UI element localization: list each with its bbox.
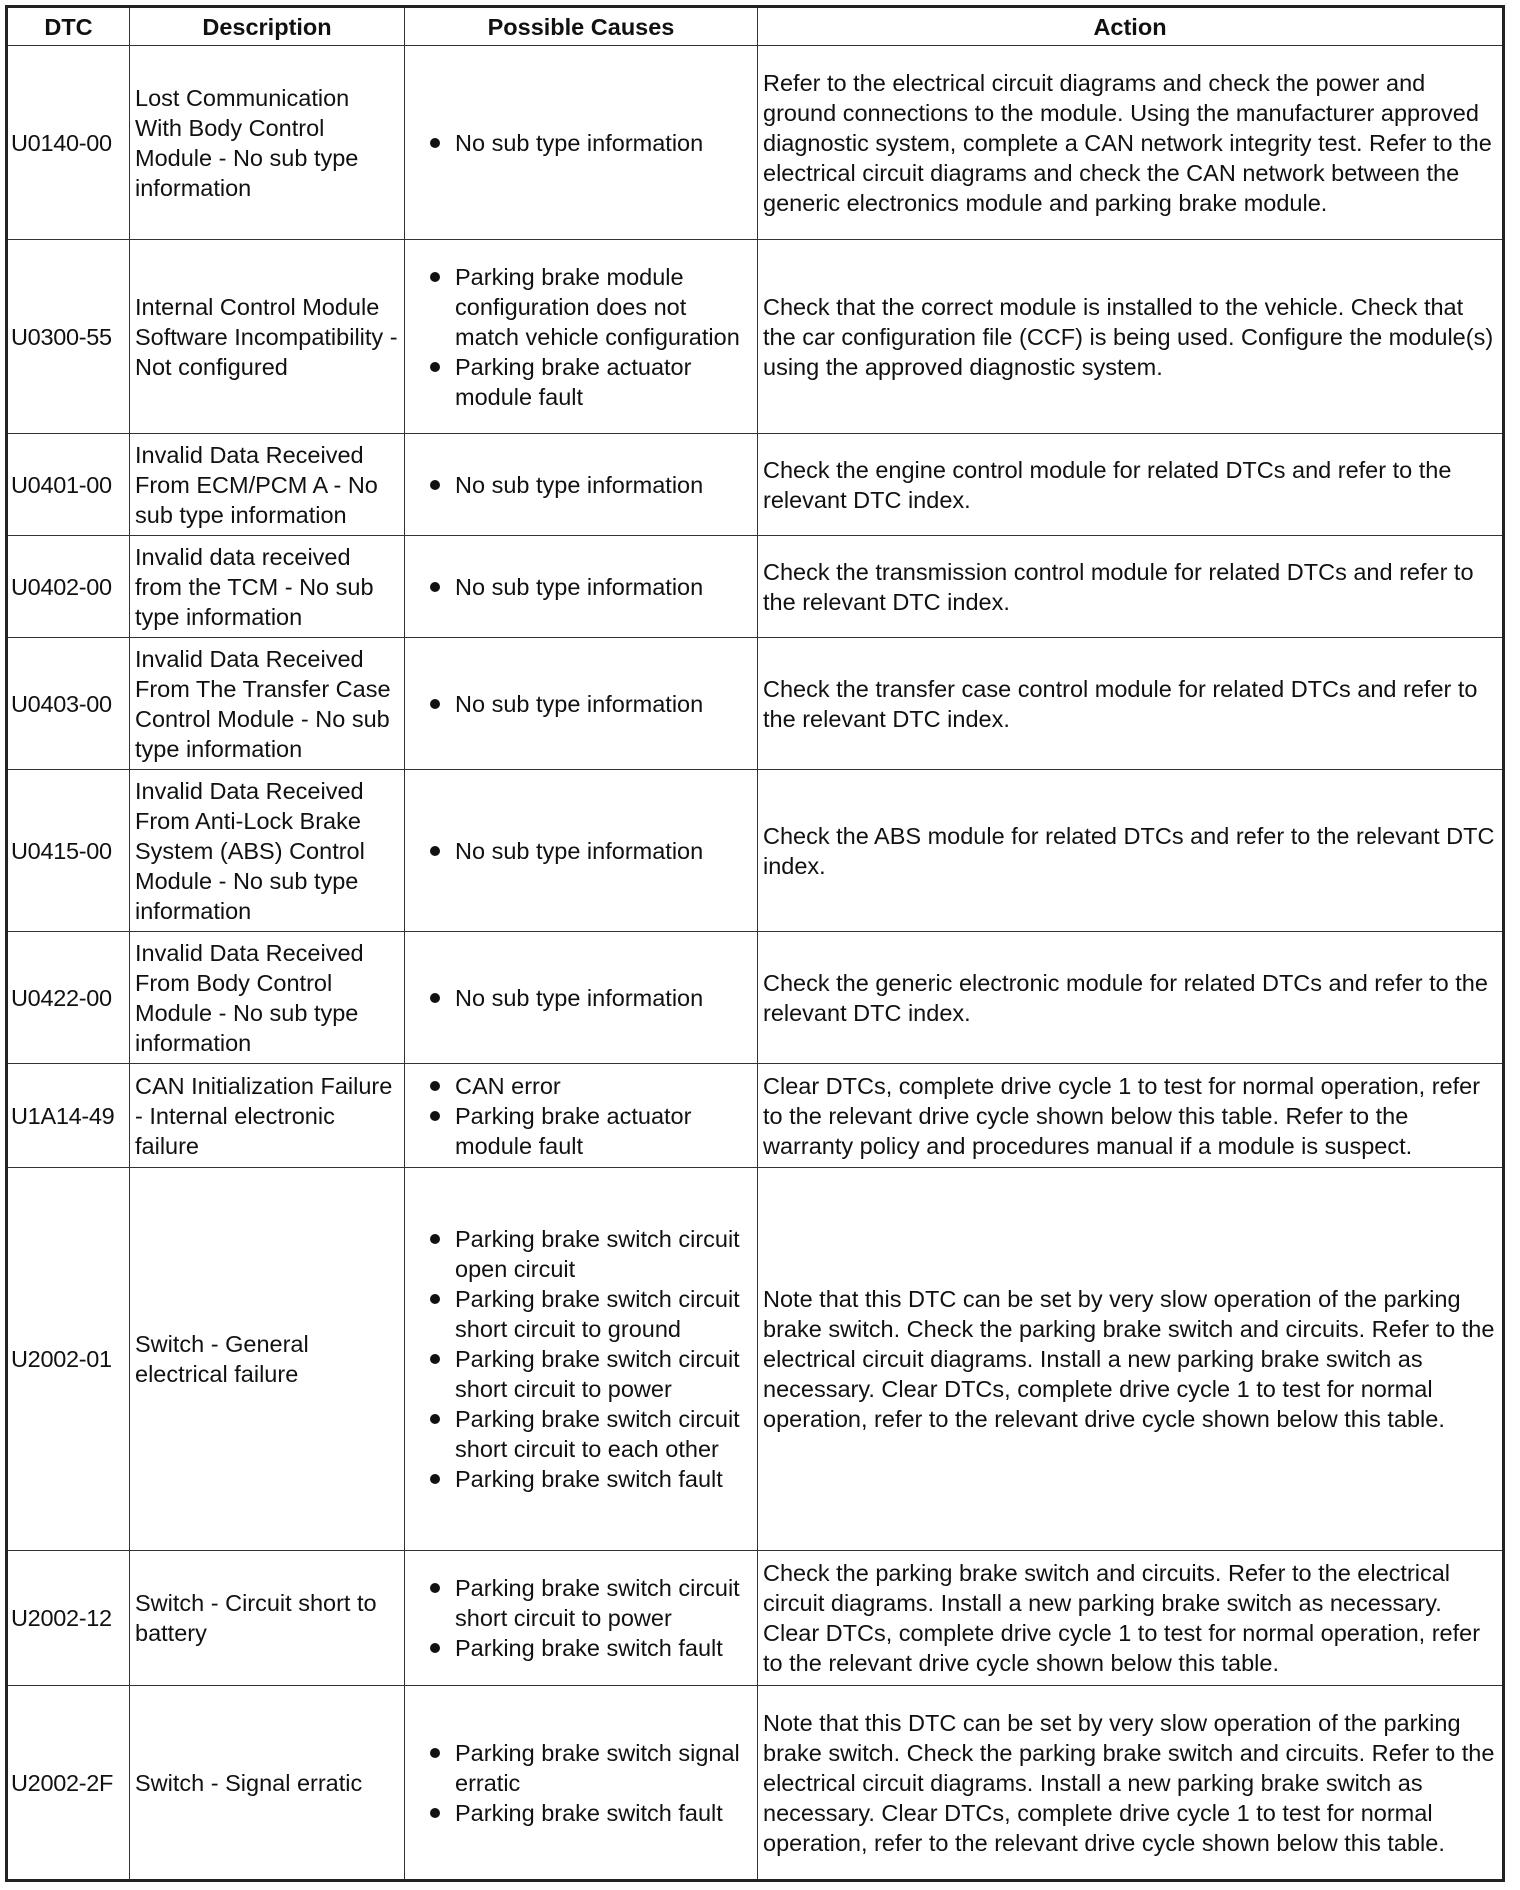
- table-row: [7, 240, 1504, 434]
- possible-causes: [405, 1064, 758, 1168]
- dtc-code: U0300-55: [7, 240, 130, 434]
- table-row: [7, 770, 1504, 932]
- action-text: Check the engine control module for related DTCs and refer to the relevant DTC index.: [758, 434, 1504, 536]
- dtc-code: U2002-12: [7, 1551, 130, 1686]
- dtc-code: U0415-00: [7, 770, 130, 932]
- cause-item: Parking brake switch circuit open circuit: [410, 1224, 752, 1284]
- dtc-code: U2002-2F: [7, 1686, 130, 1881]
- cause-item: No sub type information: [410, 983, 752, 1013]
- cause-item: Parking brake switch circuit short circuit to power: [410, 1573, 752, 1633]
- table-row: [7, 1168, 1504, 1551]
- action-text: Clear DTCs, complete drive cycle 1 to test for normal operation, refer to the relevant drive cycle shown below this table. Refer to the warranty policy and procedures manual if a module is suspect.: [758, 1064, 1504, 1168]
- table-row: [7, 1686, 1504, 1881]
- action-text: Check the transmission control module for related DTCs and refer to the relevant DTC index.: [758, 536, 1504, 638]
- dtc-code: U0403-00: [7, 638, 130, 770]
- cause-item: Parking brake actuator module fault: [410, 352, 752, 412]
- cause-item: Parking brake switch signal erratic: [410, 1738, 752, 1798]
- header-row: [7, 7, 1504, 46]
- cause-item: Parking brake switch fault: [410, 1633, 752, 1663]
- table-row: [7, 434, 1504, 536]
- dtc-description: Switch - Circuit short to battery: [130, 1551, 405, 1686]
- dtc-description: Invalid Data Received From Anti-Lock Brake System (ABS) Control Module - No sub type information: [130, 770, 405, 932]
- action-text: Note that this DTC can be set by very slow operation of the parking brake switch. Check the parking brake switch and circuits. Refer to the electrical circuit diagrams. Install a new parking brake switch as necessary. Clear DTCs, complete drive cycle 1 to test for normal operation, refer to the relevant drive cycle shown below this table.: [758, 1686, 1504, 1881]
- cause-item: Parking brake switch circuit short circuit to power: [410, 1344, 752, 1404]
- table-row: [7, 638, 1504, 770]
- action-text: Check the parking brake switch and circuits. Refer to the electrical circuit diagrams. Install a new parking brake switch as necessary. Clear DTCs, complete drive cycle 1 to test for normal operation, refer to the relevant drive cycle shown below this table.: [758, 1551, 1504, 1686]
- dtc-description: Invalid data received from the TCM - No sub type information: [130, 536, 405, 638]
- action-text: Check the generic electronic module for related DTCs and refer to the relevant DTC index.: [758, 932, 1504, 1064]
- possible-causes: [405, 46, 758, 240]
- cause-item: Parking brake switch circuit short circuit to each other: [410, 1404, 752, 1464]
- dtc-description: Lost Communication With Body Control Module - No sub type information: [130, 46, 405, 240]
- cause-item: No sub type information: [410, 128, 752, 158]
- header-description: Description: [130, 7, 405, 46]
- dtc-code: U0422-00: [7, 932, 130, 1064]
- action-text: Note that this DTC can be set by very slow operation of the parking brake switch. Check the parking brake switch and circuits. Refer to the electrical circuit diagrams. Install a new parking brake switch as necessary. Clear DTCs, complete drive cycle 1 to test for normal operation, refer to the relevant drive cycle shown below this table.: [758, 1168, 1504, 1551]
- dtc-code: U1A14-49: [7, 1064, 130, 1168]
- dtc-description: Invalid Data Received From ECM/PCM A - No sub type information: [130, 434, 405, 536]
- table-row: [7, 1551, 1504, 1686]
- dtc-description: Switch - Signal erratic: [130, 1686, 405, 1881]
- cause-item: No sub type information: [410, 470, 752, 500]
- dtc-description: CAN Initialization Failure - Internal electronic failure: [130, 1064, 405, 1168]
- dtc-code: U0402-00: [7, 536, 130, 638]
- possible-causes: [405, 638, 758, 770]
- action-text: Check the ABS module for related DTCs and refer to the relevant DTC index.: [758, 770, 1504, 932]
- table-row: [7, 1064, 1504, 1168]
- header-action: Action: [758, 7, 1504, 46]
- dtc-description: Internal Control Module Software Incompatibility - Not configured: [130, 240, 405, 434]
- possible-causes: [405, 932, 758, 1064]
- possible-causes: [405, 1551, 758, 1686]
- possible-causes: [405, 1168, 758, 1551]
- dtc-description: Switch - General electrical failure: [130, 1168, 405, 1551]
- possible-causes: [405, 536, 758, 638]
- possible-causes: [405, 1686, 758, 1881]
- cause-item: Parking brake module configuration does not match vehicle configuration: [410, 262, 752, 352]
- cause-item: CAN error: [410, 1071, 752, 1101]
- table-row: [7, 536, 1504, 638]
- action-text: Check the transfer case control module for related DTCs and refer to the relevant DTC index.: [758, 638, 1504, 770]
- cause-item: Parking brake switch fault: [410, 1798, 752, 1828]
- dtc-description: Invalid Data Received From Body Control Module - No sub type information: [130, 932, 405, 1064]
- possible-causes: [405, 770, 758, 932]
- dtc-code: U0401-00: [7, 434, 130, 536]
- cause-item: No sub type information: [410, 836, 752, 866]
- table-row: [7, 932, 1504, 1064]
- table-row: [7, 46, 1504, 240]
- cause-item: No sub type information: [410, 689, 752, 719]
- possible-causes: [405, 240, 758, 434]
- action-text: Check that the correct module is installed to the vehicle. Check that the car configuration file (CCF) is being used. Configure the module(s) using the approved diagnostic system.: [758, 240, 1504, 434]
- cause-item: Parking brake switch fault: [410, 1464, 752, 1494]
- header-dtc: DTC: [7, 7, 130, 46]
- cause-item: Parking brake switch circuit short circuit to ground: [410, 1284, 752, 1344]
- possible-causes: [405, 434, 758, 536]
- dtc-table: [5, 5, 1505, 1882]
- action-text: Refer to the electrical circuit diagrams and check the power and ground connections to the module. Using the manufacturer approved diagnostic system, complete a CAN network integrity test. Refer to the electrical circuit diagrams and check the CAN network between the generic electronics module and parking brake module.: [758, 46, 1504, 240]
- cause-item: No sub type information: [410, 572, 752, 602]
- header-possible-causes: Possible Causes: [405, 7, 758, 46]
- dtc-code: U2002-01: [7, 1168, 130, 1551]
- dtc-description: Invalid Data Received From The Transfer Case Control Module - No sub type information: [130, 638, 405, 770]
- dtc-code: U0140-00: [7, 46, 130, 240]
- cause-item: Parking brake actuator module fault: [410, 1101, 752, 1161]
